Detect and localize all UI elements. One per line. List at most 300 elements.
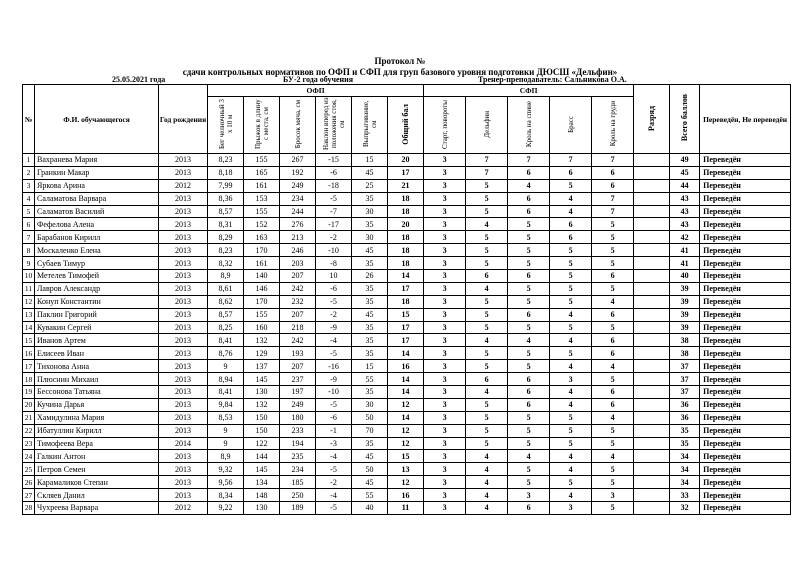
col-throw: Бросок мяча, см <box>280 97 316 154</box>
cell-breast: 5 <box>550 295 592 308</box>
cell-bend: -4 <box>316 334 352 347</box>
cell-throw: 185 <box>280 476 316 489</box>
cell-jump: 155 <box>244 154 280 167</box>
cell-jump: 161 <box>244 257 280 270</box>
cell-bend: -2 <box>316 476 352 489</box>
cell-throw: 234 <box>280 463 316 476</box>
cell-breast: 5 <box>550 257 592 270</box>
cell-front: 5 <box>592 476 634 489</box>
cell-num: 2 <box>23 166 35 179</box>
cell-year: 2013 <box>159 424 208 437</box>
cell-breast: 4 <box>550 192 592 205</box>
cell-hop: 35 <box>352 257 388 270</box>
cell-year: 2013 <box>159 386 208 399</box>
cell-jump: 129 <box>244 347 280 360</box>
group-label: БУ-2 года обучения <box>283 75 354 84</box>
cell-name: Плюснин Михаил <box>35 373 159 386</box>
cell-rank <box>634 179 670 192</box>
cell-rank <box>634 154 670 167</box>
table-row <box>23 205 791 218</box>
cell-total: 38 <box>670 347 700 360</box>
cell-throw: 267 <box>280 154 316 167</box>
cell-num: 6 <box>23 218 35 231</box>
cell-ofp-total: 16 <box>388 360 424 373</box>
cell-jump: 130 <box>244 502 280 515</box>
cell-hop: 35 <box>352 334 388 347</box>
cell-year: 2013 <box>159 166 208 179</box>
cell-num: 4 <box>23 192 35 205</box>
cell-year: 2013 <box>159 398 208 411</box>
table-row <box>23 411 791 424</box>
cell-dolphin: 4 <box>466 450 508 463</box>
cell-name: Тимофеева Вера <box>35 437 159 450</box>
cell-result: Переведён <box>700 205 791 218</box>
cell-back: 4 <box>508 179 550 192</box>
cell-back: 6 <box>508 398 550 411</box>
cell-bend: 10 <box>316 270 352 283</box>
cell-dolphin: 5 <box>466 424 508 437</box>
cell-run: 8,57 <box>208 308 244 321</box>
cell-start: 3 <box>424 295 466 308</box>
cell-start: 3 <box>424 476 466 489</box>
cell-hop: 35 <box>352 192 388 205</box>
cell-back: 5 <box>508 295 550 308</box>
cell-breast: 4 <box>550 450 592 463</box>
cell-bend: -15 <box>316 154 352 167</box>
cell-front: 6 <box>592 270 634 283</box>
cell-hop: 30 <box>352 398 388 411</box>
cell-result: Переведён <box>700 347 791 360</box>
table-row <box>23 398 791 411</box>
cell-breast: 5 <box>550 347 592 360</box>
cell-hop: 25 <box>352 179 388 192</box>
table-row <box>23 334 791 347</box>
cell-num: 20 <box>23 398 35 411</box>
cell-dolphin: 4 <box>466 502 508 515</box>
cell-jump: 170 <box>244 295 280 308</box>
cell-rank <box>634 386 670 399</box>
cell-hop: 30 <box>352 205 388 218</box>
cell-start: 3 <box>424 231 466 244</box>
cell-result: Переведён <box>700 437 791 450</box>
cell-name: Чухреева Варвара <box>35 502 159 515</box>
cell-bend: -2 <box>316 231 352 244</box>
cell-result: Переведён <box>700 476 791 489</box>
table-row <box>23 282 791 295</box>
cell-total: 33 <box>670 489 700 502</box>
cell-start: 3 <box>424 489 466 502</box>
cell-bend: -2 <box>316 308 352 321</box>
cell-bend: -6 <box>316 411 352 424</box>
cell-ofp-total: 12 <box>388 437 424 450</box>
cell-throw: 244 <box>280 205 316 218</box>
cell-run: 8,23 <box>208 154 244 167</box>
table-row <box>23 231 791 244</box>
cell-front: 6 <box>592 398 634 411</box>
cell-ofp-total: 18 <box>388 257 424 270</box>
cell-year: 2013 <box>159 270 208 283</box>
cell-breast: 5 <box>550 244 592 257</box>
cell-back: 5 <box>508 321 550 334</box>
cell-breast: 5 <box>550 476 592 489</box>
cell-front: 6 <box>592 347 634 360</box>
cell-back: 5 <box>508 476 550 489</box>
cell-bend: -9 <box>316 321 352 334</box>
cell-ofp-total: 17 <box>388 282 424 295</box>
cell-ofp-total: 12 <box>388 476 424 489</box>
cell-result: Переведён <box>700 154 791 167</box>
cell-year: 2013 <box>159 360 208 373</box>
cell-throw: 207 <box>280 360 316 373</box>
cell-start: 3 <box>424 321 466 334</box>
cell-ofp-total: 21 <box>388 179 424 192</box>
cell-total: 43 <box>670 192 700 205</box>
table-row <box>23 373 791 386</box>
cell-ofp-total: 14 <box>388 373 424 386</box>
cell-jump: 145 <box>244 463 280 476</box>
cell-hop: 35 <box>352 295 388 308</box>
cell-total: 49 <box>670 154 700 167</box>
cell-name: Саламатова Варвара <box>35 192 159 205</box>
cell-name: Скляев Данил <box>35 489 159 502</box>
cell-throw: 246 <box>280 244 316 257</box>
cell-back: 5 <box>508 360 550 373</box>
cell-start: 3 <box>424 192 466 205</box>
cell-front: 5 <box>592 463 634 476</box>
table-row <box>23 502 791 515</box>
cell-dolphin: 7 <box>466 166 508 179</box>
cell-total: 38 <box>670 334 700 347</box>
cell-total: 36 <box>670 398 700 411</box>
cell-front: 5 <box>592 218 634 231</box>
cell-hop: 35 <box>352 347 388 360</box>
cell-num: 7 <box>23 231 35 244</box>
cell-front: 6 <box>592 386 634 399</box>
cell-dolphin: 5 <box>466 437 508 450</box>
cell-result: Переведён <box>700 386 791 399</box>
cell-hop: 35 <box>352 218 388 231</box>
cell-breast: 5 <box>550 437 592 450</box>
cell-bend: -5 <box>316 398 352 411</box>
cell-num: 25 <box>23 463 35 476</box>
cell-num: 10 <box>23 270 35 283</box>
cell-total: 36 <box>670 411 700 424</box>
cell-run: 8,31 <box>208 218 244 231</box>
col-num: № <box>23 85 35 154</box>
cell-num: 24 <box>23 450 35 463</box>
cell-total: 43 <box>670 205 700 218</box>
cell-rank <box>634 308 670 321</box>
cell-breast: 4 <box>550 334 592 347</box>
cell-hop: 45 <box>352 450 388 463</box>
cell-jump: 146 <box>244 282 280 295</box>
cell-num: 3 <box>23 179 35 192</box>
cell-name: Лавров Александр <box>35 282 159 295</box>
cell-run: 9,56 <box>208 476 244 489</box>
cell-total: 39 <box>670 295 700 308</box>
cell-name: Вахранева Мария <box>35 154 159 167</box>
cell-rank <box>634 244 670 257</box>
cell-name: Кувакин Сергей <box>35 321 159 334</box>
protocol-date: 25.05.2021 года <box>112 75 166 84</box>
cell-front: 6 <box>592 179 634 192</box>
cell-throw: 180 <box>280 411 316 424</box>
cell-front: 7 <box>592 192 634 205</box>
cell-name: Иванов Артем <box>35 334 159 347</box>
col-dolphin: Дельфин <box>466 97 508 154</box>
cell-year: 2013 <box>159 334 208 347</box>
cell-year: 2012 <box>159 502 208 515</box>
cell-hop: 55 <box>352 373 388 386</box>
cell-rank <box>634 463 670 476</box>
cell-start: 3 <box>424 373 466 386</box>
cell-bend: -3 <box>316 437 352 450</box>
cell-result: Переведён <box>700 424 791 437</box>
cell-bend: -10 <box>316 386 352 399</box>
cell-breast: 7 <box>550 154 592 167</box>
cell-ofp-total: 17 <box>388 166 424 179</box>
cell-name: Барабанов Кирилл <box>35 231 159 244</box>
cell-run: 8,41 <box>208 386 244 399</box>
cell-run: 8,25 <box>208 321 244 334</box>
cell-start: 3 <box>424 154 466 167</box>
cell-ofp-total: 14 <box>388 270 424 283</box>
cell-result: Переведён <box>700 282 791 295</box>
cell-rank <box>634 205 670 218</box>
cell-ofp-total: 18 <box>388 295 424 308</box>
cell-jump: 163 <box>244 231 280 244</box>
cell-back: 6 <box>508 205 550 218</box>
cell-ofp-total: 14 <box>388 386 424 399</box>
cell-breast: 6 <box>550 166 592 179</box>
cell-dolphin: 5 <box>466 295 508 308</box>
cell-rank <box>634 398 670 411</box>
cell-front: 4 <box>592 450 634 463</box>
cell-run: 8,41 <box>208 334 244 347</box>
cell-back: 6 <box>508 386 550 399</box>
cell-hop: 15 <box>352 154 388 167</box>
cell-front: 4 <box>592 411 634 424</box>
cell-name: Петров Семен <box>35 463 159 476</box>
cell-dolphin: 5 <box>466 192 508 205</box>
col-name: Ф.И. обучающегося <box>35 85 159 154</box>
cell-breast: 5 <box>550 270 592 283</box>
cell-throw: 249 <box>280 398 316 411</box>
cell-start: 3 <box>424 270 466 283</box>
cell-name: Метелев Тимофей <box>35 270 159 283</box>
cell-back: 5 <box>508 231 550 244</box>
ofp-group-header: ОФП <box>208 85 424 97</box>
cell-result: Переведён <box>700 489 791 502</box>
cell-throw: 207 <box>280 308 316 321</box>
cell-num: 9 <box>23 257 35 270</box>
cell-bend: -1 <box>316 424 352 437</box>
cell-breast: 4 <box>550 463 592 476</box>
table-row <box>23 244 791 257</box>
cell-num: 14 <box>23 321 35 334</box>
cell-dolphin: 4 <box>466 476 508 489</box>
cell-ofp-total: 20 <box>388 218 424 231</box>
cell-breast: 5 <box>550 179 592 192</box>
cell-result: Переведён <box>700 166 791 179</box>
cell-hop: 35 <box>352 282 388 295</box>
table-row <box>23 179 791 192</box>
cell-num: 1 <box>23 154 35 167</box>
cell-total: 35 <box>670 424 700 437</box>
cell-rank <box>634 295 670 308</box>
cell-bend: -4 <box>316 489 352 502</box>
cell-start: 3 <box>424 244 466 257</box>
cell-throw: 233 <box>280 424 316 437</box>
cell-jump: 165 <box>244 166 280 179</box>
table-row <box>23 347 791 360</box>
cell-year: 2013 <box>159 295 208 308</box>
cell-ofp-total: 18 <box>388 192 424 205</box>
cell-throw: 192 <box>280 166 316 179</box>
cell-back: 5 <box>508 244 550 257</box>
cell-bend: -10 <box>316 244 352 257</box>
cell-run: 8,57 <box>208 205 244 218</box>
cell-ofp-total: 18 <box>388 205 424 218</box>
cell-run: 8,9 <box>208 270 244 283</box>
cell-name: Хамидулина Мария <box>35 411 159 424</box>
cell-rank <box>634 476 670 489</box>
cell-rank <box>634 257 670 270</box>
cell-jump: 140 <box>244 270 280 283</box>
cell-name: Елисеев Иван <box>35 347 159 360</box>
cell-back: 6 <box>508 192 550 205</box>
table-row <box>23 192 791 205</box>
cell-breast: 3 <box>550 373 592 386</box>
protocol-title: Протокол № <box>374 56 426 66</box>
cell-run: 8,23 <box>208 244 244 257</box>
cell-result: Переведён <box>700 192 791 205</box>
cell-throw: 194 <box>280 437 316 450</box>
cell-bend: -7 <box>316 205 352 218</box>
cell-num: 16 <box>23 347 35 360</box>
cell-bend: -17 <box>316 218 352 231</box>
cell-year: 2013 <box>159 411 208 424</box>
cell-dolphin: 5 <box>466 347 508 360</box>
cell-start: 3 <box>424 463 466 476</box>
cell-run: 8,76 <box>208 347 244 360</box>
cell-front: 4 <box>592 360 634 373</box>
cell-back: 4 <box>508 334 550 347</box>
cell-result: Переведён <box>700 321 791 334</box>
col-front: Кроль на груди <box>592 97 634 154</box>
cell-jump: 122 <box>244 437 280 450</box>
cell-jump: 160 <box>244 321 280 334</box>
cell-front: 6 <box>592 166 634 179</box>
cell-year: 2012 <box>159 179 208 192</box>
cell-breast: 4 <box>550 386 592 399</box>
cell-throw: 234 <box>280 192 316 205</box>
cell-bend: -5 <box>316 463 352 476</box>
cell-breast: 6 <box>550 231 592 244</box>
cell-hop: 26 <box>352 270 388 283</box>
cell-start: 3 <box>424 347 466 360</box>
cell-rank <box>634 192 670 205</box>
cell-breast: 5 <box>550 424 592 437</box>
cell-year: 2013 <box>159 321 208 334</box>
cell-start: 3 <box>424 179 466 192</box>
cell-back: 4 <box>508 450 550 463</box>
cell-total: 34 <box>670 476 700 489</box>
cell-ofp-total: 12 <box>388 424 424 437</box>
cell-jump: 150 <box>244 424 280 437</box>
cell-name: Яркова Арина <box>35 179 159 192</box>
cell-year: 2013 <box>159 308 208 321</box>
col-breast: Брасс <box>550 97 592 154</box>
cell-front: 5 <box>592 437 634 450</box>
cell-name: Фефелова Алена <box>35 218 159 231</box>
cell-breast: 6 <box>550 218 592 231</box>
col-start: Старт, повороты <box>424 97 466 154</box>
cell-year: 2013 <box>159 154 208 167</box>
cell-result: Переведён <box>700 463 791 476</box>
cell-rank <box>634 321 670 334</box>
cell-front: 7 <box>592 154 634 167</box>
cell-ofp-total: 14 <box>388 347 424 360</box>
cell-front: 7 <box>592 205 634 218</box>
cell-rank <box>634 231 670 244</box>
cell-run: 8,53 <box>208 411 244 424</box>
cell-run: 9,84 <box>208 398 244 411</box>
cell-start: 3 <box>424 166 466 179</box>
cell-ofp-total: 12 <box>388 398 424 411</box>
cell-dolphin: 4 <box>466 463 508 476</box>
col-result: Переведён, Не переведён <box>700 85 791 154</box>
col-run: Бег челночный 3 х 10 м <box>208 97 244 154</box>
cell-total: 43 <box>670 218 700 231</box>
cell-breast: 4 <box>550 308 592 321</box>
cell-bend: -9 <box>316 373 352 386</box>
table-row <box>23 270 791 283</box>
cell-start: 3 <box>424 411 466 424</box>
cell-result: Переведён <box>700 360 791 373</box>
cell-result: Переведён <box>700 231 791 244</box>
results-table <box>22 84 791 515</box>
cell-hop: 30 <box>352 231 388 244</box>
cell-jump: 145 <box>244 373 280 386</box>
sfp-group-header: СФП <box>424 85 634 97</box>
cell-back: 6 <box>508 308 550 321</box>
cell-num: 18 <box>23 373 35 386</box>
cell-bend: -16 <box>316 360 352 373</box>
cell-start: 3 <box>424 450 466 463</box>
cell-num: 12 <box>23 295 35 308</box>
cell-total: 41 <box>670 244 700 257</box>
cell-dolphin: 4 <box>466 282 508 295</box>
cell-rank <box>634 489 670 502</box>
cell-dolphin: 4 <box>466 386 508 399</box>
cell-jump: 155 <box>244 205 280 218</box>
cell-breast: 4 <box>550 489 592 502</box>
coach-label: Тренер-преподаватель: Сальникова О.А. <box>478 75 627 84</box>
cell-front: 5 <box>592 321 634 334</box>
cell-ofp-total: 18 <box>388 244 424 257</box>
cell-rank <box>634 218 670 231</box>
cell-bend: -4 <box>316 450 352 463</box>
cell-front: 6 <box>592 308 634 321</box>
cell-year: 2013 <box>159 476 208 489</box>
cell-hop: 15 <box>352 360 388 373</box>
cell-ofp-total: 14 <box>388 411 424 424</box>
cell-ofp-total: 18 <box>388 231 424 244</box>
cell-run: 8,9 <box>208 450 244 463</box>
col-year: Год рождения <box>159 85 208 154</box>
cell-ofp-total: 17 <box>388 334 424 347</box>
